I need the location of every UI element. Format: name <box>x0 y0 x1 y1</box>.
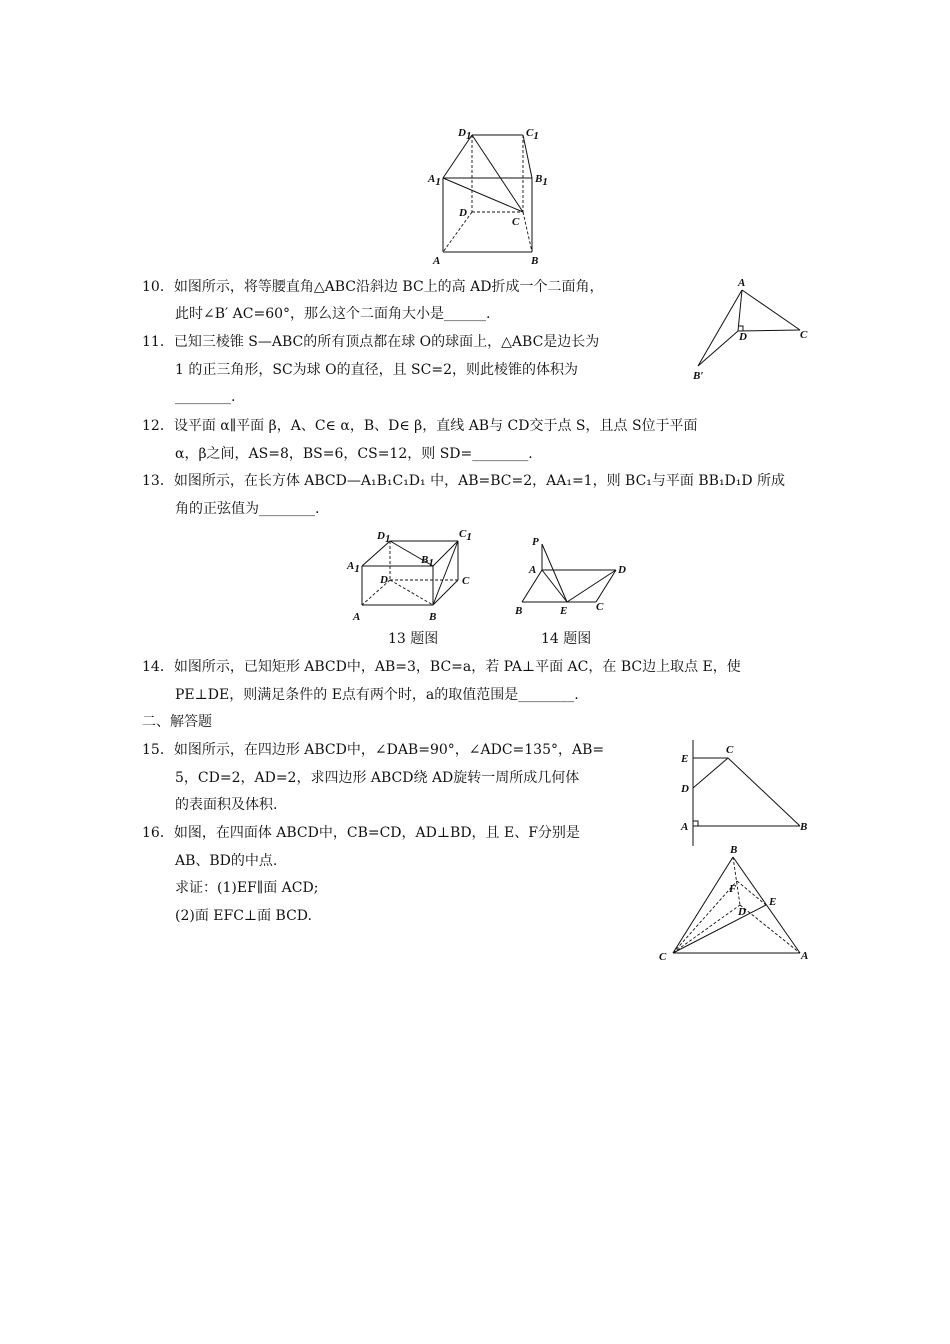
label-B: B <box>800 821 808 833</box>
label-B1: B1 <box>535 173 548 188</box>
label-B: B <box>429 611 437 623</box>
figure-q15 <box>678 738 813 848</box>
label-A1: A1 <box>428 173 441 188</box>
q16-line1: 16．如图，在四面体 ABCD中，CB=CD，AD⊥BD，且 E、F分别是 <box>142 825 580 841</box>
q16-line4: (2)面 EFC⊥面 BCD. <box>175 908 312 924</box>
q12-line2: α，β之间，AS=8，BS=6，CS=12，则 SD=________. <box>175 446 533 462</box>
figure-cube-q9 <box>425 122 555 267</box>
label-B: B <box>730 844 738 856</box>
q10-line2: 此时∠B′ AC=60°，那么这个二面角大小是______. <box>175 306 491 322</box>
label-A: A <box>433 255 441 267</box>
figure-q10 <box>690 276 820 386</box>
label-D1: D1 <box>458 127 472 142</box>
label-D: D <box>459 207 467 219</box>
q13-line1: 13．如图所示，在长方体 ABCD—A₁B₁C₁D₁ 中，AB=BC=2，AA₁=1，则 BC₁与平面 BB₁D₁D 所成 <box>142 473 786 489</box>
q11-line3: ________. <box>175 389 236 405</box>
q15-line1: 15．如图所示，在四边形 ABCD中，∠DAB=90°，∠ADC=135°，AB= <box>142 742 605 758</box>
label-C: C <box>659 951 667 963</box>
caption-13: 13 题图 <box>388 631 439 647</box>
label-D: D <box>738 906 746 918</box>
q15-line2: 5，CD=2，AD=2，求四边形 ABCD绕 AD旋转一周所成几何体 <box>175 770 580 786</box>
label-A: A <box>529 564 537 576</box>
q10-line1: 10．如图所示，将等腰直角△ABC沿斜边 BC上的高 AD折成一个二面角， <box>142 279 604 295</box>
figure-q14 <box>512 530 637 620</box>
label-D: D <box>681 783 689 795</box>
caption-14: 14 题图 <box>541 631 592 647</box>
q11-line1: 11．已知三棱锥 S—ABC的所有顶点都在球 O的球面上，△ABC是边长为 <box>142 334 600 350</box>
label-A1: A1 <box>347 560 360 575</box>
label-C1: C1 <box>459 528 472 543</box>
label-D1: D1 <box>377 530 391 545</box>
q13-line2: 角的正弦值为________. <box>175 501 320 517</box>
q16-line3: 求证：(1)EF∥面 ACD; <box>175 880 319 896</box>
label-D: D <box>739 331 747 343</box>
q11-line2: 1 的正三角形，SC为球 O的直径，且 SC=2，则此棱锥的体积为 <box>175 362 578 378</box>
label-F: F <box>729 883 737 895</box>
label-C: C <box>596 601 604 613</box>
figure-q16 <box>655 843 815 968</box>
q16-line2: AB、BD的中点. <box>175 853 278 869</box>
q14-line2: PE⊥DE，则满足条件的 E点有两个时，a的取值范围是________. <box>175 687 579 703</box>
label-B1: B1 <box>421 554 434 569</box>
label-A: A <box>353 611 361 623</box>
section-2-title: 二、解答题 <box>142 714 212 730</box>
label-Bprime: B′ <box>693 370 704 382</box>
label-C1: C1 <box>526 127 539 142</box>
label-C: C <box>462 575 470 587</box>
label-D: D <box>380 574 388 586</box>
label-B: B <box>515 605 523 617</box>
label-C: C <box>726 744 734 756</box>
label-P: P <box>532 536 539 548</box>
label-A: A <box>738 277 746 289</box>
label-C: C <box>512 216 520 228</box>
label-B: B <box>531 255 539 267</box>
label-E: E <box>681 753 689 765</box>
q14-line1: 14．如图所示，已知矩形 ABCD中，AB=3，BC=a，若 PA⊥平面 AC，在 BC边上取点 E，使 <box>142 659 741 675</box>
label-E: E <box>769 896 777 908</box>
q12-line1: 12．设平面 α∥平面 β，A、C∈ α，B、D∈ β，直线 AB与 CD交于点 S，且点 S位于平面 <box>142 418 698 434</box>
label-A: A <box>681 821 689 833</box>
label-D: D <box>618 564 626 576</box>
q15-line3: 的表面积及体积. <box>175 797 278 813</box>
label-C: C <box>800 329 808 341</box>
label-E: E <box>560 605 568 617</box>
label-A: A <box>801 950 809 962</box>
figure-q13 <box>345 525 480 625</box>
